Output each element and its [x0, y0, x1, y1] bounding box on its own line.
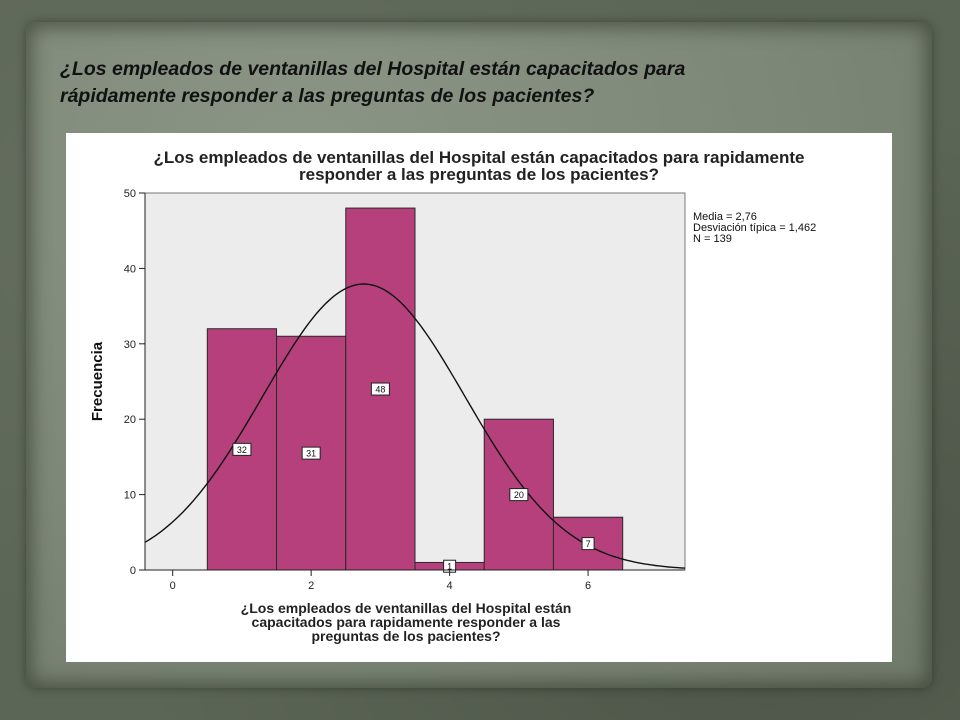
chart-panel [66, 133, 892, 662]
stats-line: N = 139 [693, 233, 732, 245]
x-tick-label: 4 [446, 580, 453, 592]
x-axis-title-line: capacitados para rapidamente responder a las [251, 614, 561, 630]
data-label: 20 [513, 490, 524, 501]
slide-title-line-2: rápidamente responder a las preguntas de los pacientes? [60, 85, 595, 107]
y-tick-label: 20 [123, 414, 136, 427]
x-tick-label: 6 [585, 580, 592, 592]
stats-line: Desviación típica = 1,462 [693, 222, 817, 234]
y-tick-label: 40 [123, 263, 136, 276]
chart-title-line: ¿Los empleados de ventanillas del Hospital están capacitados para rapidamente [153, 148, 805, 167]
slide-title-line-1: ¿Los empleados de ventanillas del Hospital están capacitados para [60, 58, 686, 80]
slide-title [60, 56, 880, 110]
data-label: 7 [585, 539, 591, 550]
x-axis-title-line: preguntas de los pacientes? [311, 628, 501, 644]
x-tick-label: 2 [308, 580, 315, 592]
y-tick-label: 10 [123, 489, 136, 502]
chart-title-line: responder a las preguntas de los pacientes? [299, 165, 659, 184]
y-tick-label: 0 [129, 565, 136, 577]
x-axis-title-line: ¿Los empleados de ventanillas del Hospital están [240, 600, 572, 616]
stats-line: Media = 2,76 [693, 211, 757, 223]
y-axis-title: Frecuencia [89, 341, 106, 422]
data-label: 1 [447, 561, 453, 572]
data-label: 31 [306, 448, 317, 459]
y-tick-label: 50 [123, 188, 136, 200]
histogram-chart [66, 133, 892, 662]
y-tick-label: 30 [123, 338, 136, 351]
data-label: 32 [236, 444, 247, 455]
data-label: 48 [375, 384, 386, 395]
x-tick-label: 0 [169, 580, 176, 592]
